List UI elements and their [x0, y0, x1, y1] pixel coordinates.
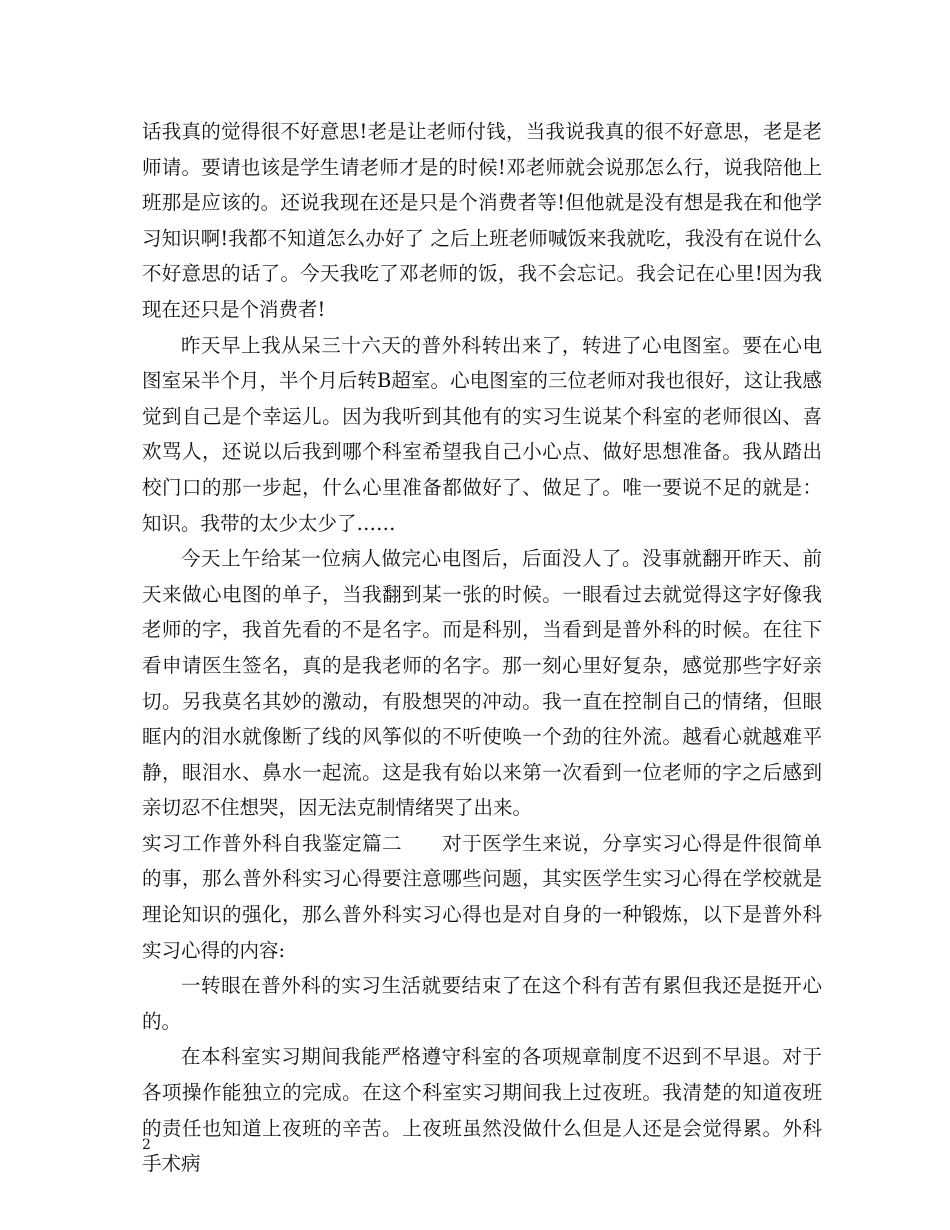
paragraph-rules-and-night-shift: 在本科室实习期间我能严格遵守科室的各项规章制度不迟到不早退。对于各项操作能独立的完成。在这个科室实习期间我上过夜班。我清楚的知道夜班的责任也知道上夜班的辛苦。上夜班虽然没做什么但是人还是会觉得累。外科手术病 — [142, 1045, 822, 1176]
document-body — [142, 114, 822, 1182]
paragraph-teacher-signature: 今天上午给某一位病人做完心电图后，后面没人了。没事就翻开昨天、前天来做心电图的单子，当我翻到某一张的时候。一眼看过去就觉得这字好像我老师的字，我首先看的不是名字。而是科别，当看到是普外科的时候。在往下看申请医生签名，真的是我老师的名字。那一刻心里好复杂，感觉那些字好亲切。另我莫名其妙的激动，有股想哭的冲动。我一直在控制自己的情绪，但眼眶内的泪水就像断了线的风筝似的不听使唤一个劲的往外流。越看心就越难平静，眼泪水、鼻水一起流。这是我有始以来第一次看到一位老师的字之后感到亲切忍不住想哭，因无法克制情绪哭了出来。 — [142, 547, 822, 820]
paragraph-continuation: 话我真的觉得很不好意思!老是让老师付钱，当我说我真的很不好意思，老是老师请。要请也该是学生请老师才是的时候!邓老师就会说那怎么行，说我陪他上班那是应该的。还说我现在还是只是个消费者等!但他就是没有想是我在和他学习知识啊!我都不知道怎么办好了 之后上班老师喊饭来我就吃，我没有在说什么不好意思的话了。今天我吃了邓老师的饭，我不会忘记。我会记在心里!因为我现在还只是个消费者! — [142, 120, 822, 321]
paragraph-internship-ending: 一转眼在普外科的实习生活就要结束了在这个科有苦有累但我还是挺开心的。 — [142, 974, 822, 1033]
paragraph-section-two-heading: 实习工作普外科自我鉴定篇二 对于医学生来说，分享实习心得是件很简单的事，那么普外科实习心得要注意哪些问题，其实医学生实习心得在学校就是理论知识的强化，那么普外科实习心得也是对自身的一种锻炼，以下是普外科实习心得的内容: — [142, 831, 822, 962]
paragraph-transfer-to-ecg: 昨天早上我从呆三十六天的普外科转出来了，转进了心电图室。要在心电图室呆半个月，半个月后转B超室。心电图室的三位老师对我也很好，这让我感觉到自己是个幸运儿。因为我听到其他有的实习生说某个科室的老师很凶、喜欢骂人，还说以后我到哪个科室希望我自己小心点、做好思想准备。我从踏出校门口的那一步起，什么心里准备都做好了、做足了。唯一要说不足的就是：知识。我带的太少太少了…… — [142, 333, 822, 535]
page-number: 2 — [142, 1137, 151, 1153]
